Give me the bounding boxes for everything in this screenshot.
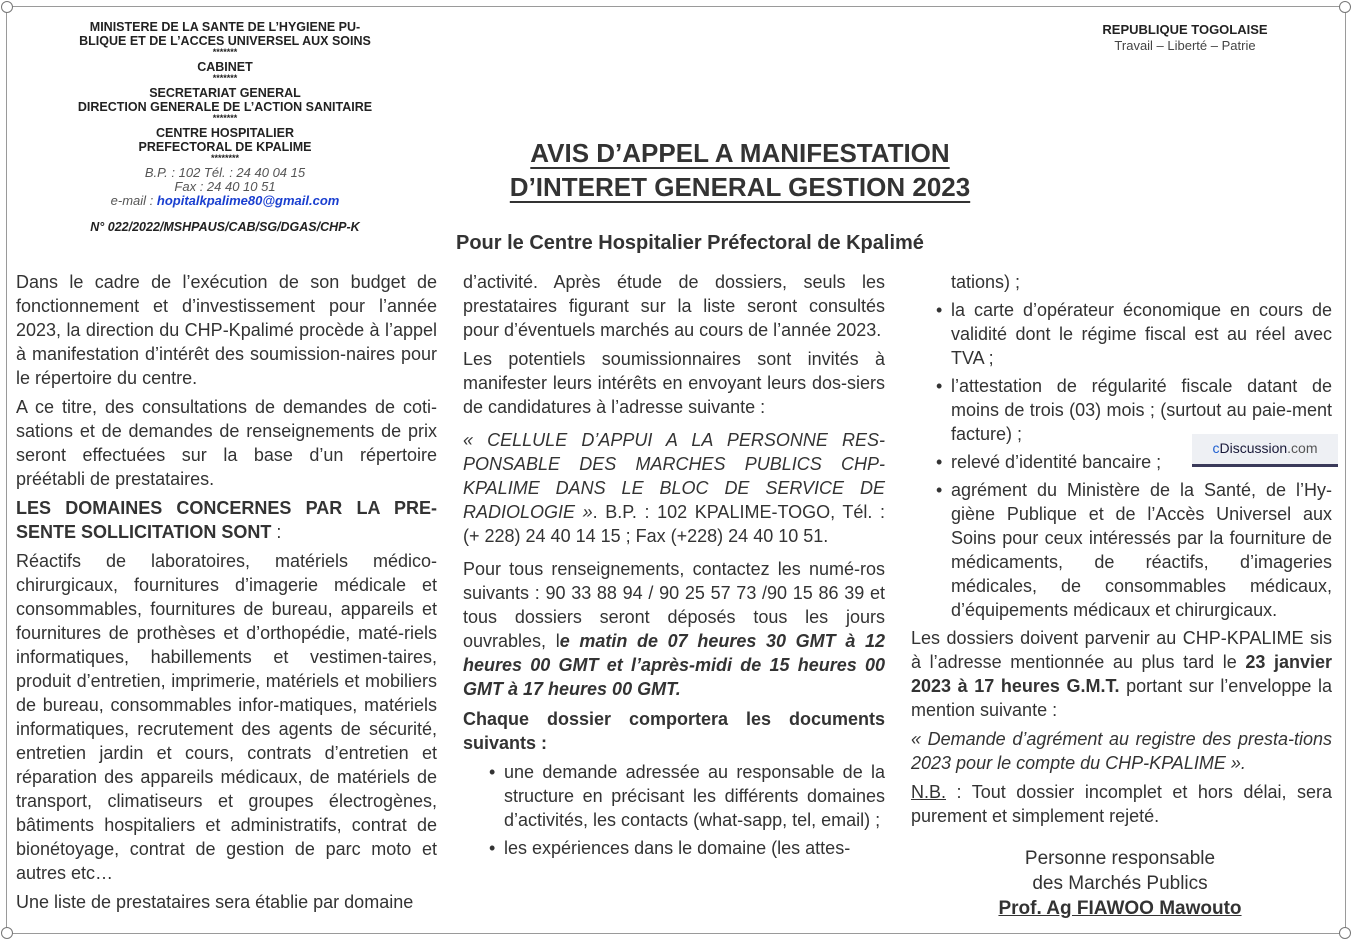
paragraph: Une liste de prestataires sera établie par domaine <box>16 892 414 912</box>
column-1 <box>16 270 437 919</box>
cabinet-label: CABINET <box>197 60 253 74</box>
secretariat-label: SECRETARIAT GENERAL <box>149 86 301 100</box>
paragraph: Dans le cadre de l’exécution de son budget de fonctionnement et d’investissement pour l’année 2023, la direction du CHP-Kpalimé procède à l’appel à manifestation d’intérêt des soumission-naires pour le répertoire du centre. <box>16 272 437 388</box>
section-heading: Chaque dossier comportera les documents suivants : <box>463 709 885 753</box>
direction-label: DIRECTION GENERALE DE L’ACTION SANITAIRE <box>77 100 373 114</box>
separator: ******* <box>212 113 238 123</box>
corner-mark <box>1339 927 1351 939</box>
paragraph: A ce titre, des consultations de demandes de coti-sations et de demandes de renseignements de prix seront effectuées sur la base d’un répertoire préétabli de prestataires. <box>16 397 437 489</box>
paragraph: Réactifs de laboratoires, matériels médico-chirurgicaux, fournitures d’imagerie médicale et consommables, fournitures de bureau, appareils et fournitures de prothèses et d’orthopédie, maté-riels informatiques, habillements et vestimen-taires, produit d’entretien, imprimerie, matériels et mobiliers de bureau, consommables infor-matiques, matériels informatiques, recrutement des agents de sécurité, entretien jardin et cours, contrats d’entretien et réparation des appareils médicaux, de matériels de transport, climatiseurs et groupes électrogènes, bâtiments hospitaliers et administratifs, contrat de bionétoyage, contrat de gestion de parc moto et autres etc… <box>16 551 437 883</box>
signatory-name: Prof. Ag FIAWOO Mawouto <box>998 898 1242 919</box>
column-3 <box>911 270 1332 833</box>
separator: ******** <box>210 153 240 163</box>
republic-header <box>1080 22 1290 54</box>
corner-mark <box>1339 1 1351 13</box>
ministry-line: MINISTERE DE LA SANTE DE L’HYGIENE PU- <box>89 20 361 34</box>
signature-title: des Marchés Publics <box>1032 873 1208 894</box>
nb-paragraph: N.B. : Tout dossier incomplet et hors délai, sera purement et simplement rejeté. <box>911 782 1332 826</box>
section-heading: LES DOMAINES CONCERNES PAR LA PRE-SENTE SOLLICITATION SONT : <box>16 498 437 542</box>
deadline-paragraph: Les dossiers doivent parvenir au CHP-KPALIME sis à l’adresse mentionnée au plus tard le 23 janvier 2023 à 17 heures G.M.T. portant sur l’enveloppe la mention suivante : <box>911 628 1332 720</box>
document-list <box>463 760 885 860</box>
email-link[interactable]: hopitalkpalime80@gmail.com <box>156 193 340 208</box>
address-paragraph: « CELLULE D’APPUI A LA PERSONNE RES-PONSABLE DES MARCHES PUBLICS CHP-KPALIME DANS LE BLOC DE SERVICE DE RADIOLOGIE ». B.P. : 102 KPALIME-TOGO, Tél. : (+ 228) 24 40 14 15 ; Fax (+228) 24 40 10 51. <box>463 430 885 546</box>
bp-tel: B.P. : 102 Tél. : 24 40 04 15 <box>144 165 306 180</box>
contact-paragraph: Pour tous renseignements, contactez les numé-ros suivants : 90 33 88 94 / 90 25 57 73 /90 15 86 39 et tous dossiers seront déposés tous les jours ouvrables, le matin de 07 heures 30 GMT à 12 heures 00 GMT et l’après-midi de 15 heures 00 GMT à 17 heures 00 GMT. <box>463 559 885 699</box>
list-item: • l’attestation de régularité fiscale datant de moins de trois (03) mois ; (surtout au paie-ment facture) ; <box>936 376 1332 444</box>
title-line: AVIS D’APPEL A MANIFESTATION <box>530 138 950 168</box>
list-item: • relevé d’identité bancaire ; <box>936 452 1162 472</box>
list-item: • une demande adressée au responsable de la structure en précisant les différents domaines d’activités, les contacts (what-sapp, tel, email) ; <box>489 762 885 830</box>
email-label: e-mail : <box>110 193 157 208</box>
corner-mark <box>1 1 13 13</box>
title-line: D’INTERET GENERAL GESTION 2023 <box>509 172 971 202</box>
ministry-header <box>40 20 410 234</box>
mention-paragraph: « Demande d’agrément au registre des presta-tions 2023 pour le compte du CHP-KPALIME ». <box>911 729 1332 773</box>
motto: Travail – Liberté – Patrie <box>1114 38 1256 53</box>
country-name: REPUBLIQUE TOGOLAISE <box>1102 22 1268 37</box>
centre-name: CENTRE HOSPITALIER <box>156 126 294 140</box>
list-item: • la carte d’opérateur économique en cours de validité dont le régime fiscal est au réel avec TVA ; <box>936 300 1332 368</box>
email-line <box>40 194 410 208</box>
centre-name: PREFECTORAL DE KPALIME <box>138 140 312 154</box>
separator: ******* <box>212 47 238 57</box>
corner-mark <box>1 927 13 939</box>
paragraph: Les potentiels soumissionnaires sont invités à manifester leurs intérêts en envoyant leurs dos-siers de candidatures à l’adresse suivante : <box>463 349 885 417</box>
list-continuation: tations) ; <box>951 272 1021 292</box>
list-item: • agrément du Ministère de la Santé, de l’Hy-giène Publique et de l’Accès Universel aux Soins pour ceux intéressés par la fourniture de médicaments, de réactifs, d’imageries médicales, de consommables médicaux, d’équipements médicaux et chirurgicaux. <box>936 480 1332 620</box>
column-2 <box>463 270 885 864</box>
signature-title: Personne responsable <box>1024 848 1216 869</box>
separator: ******* <box>212 73 238 83</box>
list-item: • les expériences dans le domaine (les attes- <box>489 838 851 858</box>
signature-block <box>940 846 1300 921</box>
fax: Fax : 24 40 10 51 <box>174 179 276 194</box>
reference-number: N° 022/2022/MSHPAUS/CAB/SG/DGAS/CHP-K <box>90 220 360 234</box>
watermark-logo[interactable]: cDiscussion.com <box>1192 434 1338 467</box>
notice-subtitle: Pour le Centre Hospitalier Préfectoral de Kpalimé <box>456 232 924 254</box>
paragraph: d’activité. Après étude de dossiers, seuls les prestataires figurant sur la liste seront consultés pour d’éventuels marchés au cours de l’année 2023. <box>463 272 885 340</box>
ministry-line: BLIQUE ET DE L’ACCES UNIVERSEL AUX SOINS <box>79 34 371 48</box>
notice-title <box>440 136 1040 204</box>
